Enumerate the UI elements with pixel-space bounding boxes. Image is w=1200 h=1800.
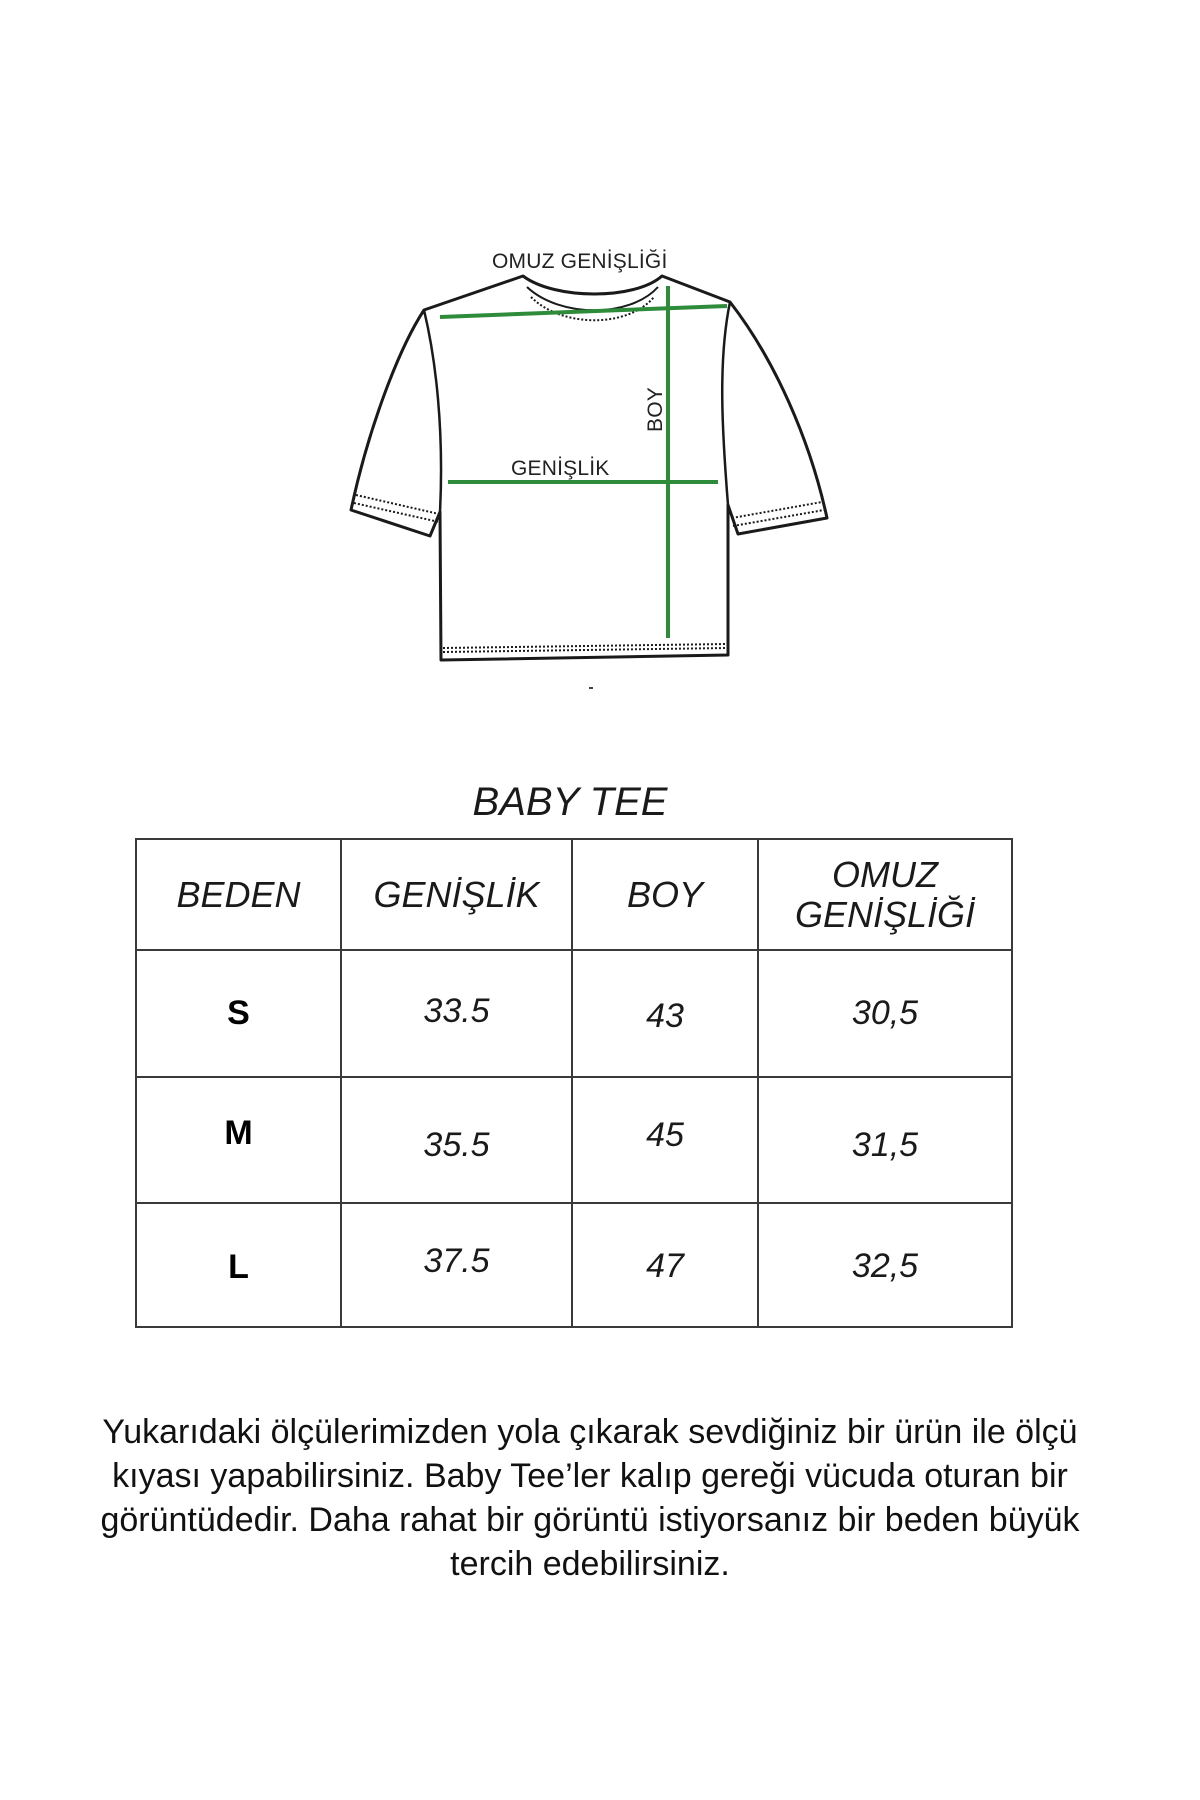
size-chart-table	[135, 838, 1013, 1328]
row-l-width: 37.5	[423, 1241, 490, 1280]
left-cuff-stitch	[354, 495, 439, 522]
row-s-length: 43	[646, 996, 684, 1035]
header-shoulder-line2: GENİŞLİĞİ	[794, 893, 976, 935]
hem-stitch	[443, 644, 727, 652]
row-m-length: 45	[646, 1115, 684, 1154]
width-label: GENİŞLİK	[511, 457, 610, 480]
header-width: GENİŞLİK	[373, 873, 540, 915]
header-shoulder-line1: OMUZ	[832, 853, 938, 895]
shoulder-label: OMUZ GENİŞLİĞİ	[492, 250, 668, 273]
row-m-shoulder: 31,5	[851, 1125, 919, 1164]
header-size: BEDEN	[176, 873, 301, 915]
row-s-shoulder: 30,5	[851, 994, 919, 1032]
size-advice-note: Yukarıdaki ölçülerimizden yola çıkarak sevdiğiniz bir ürün ile ölçü kıyası yapabilirsiniz. Baby Tee’ler kalıp gereği vücuda oturan bir görüntüdedir. Daha rahat bir görüntü istiyorsanız bir beden büyük tercih edebilirsiniz.	[100, 1413, 1080, 1583]
table-title: BABY TEE	[472, 780, 668, 824]
right-sleeve-seam	[722, 302, 730, 505]
row-m-width: 35.5	[423, 1126, 490, 1164]
row-l-length: 47	[646, 1246, 684, 1285]
tshirt-measurement-diagram	[0, 0, 1200, 760]
header-length: BOY	[626, 873, 704, 915]
neck-rib	[527, 287, 658, 310]
length-label: BOY	[644, 387, 667, 432]
header-shoulder	[759, 840, 1011, 949]
row-size-m: M	[224, 1113, 253, 1152]
shoulder-measure-line	[440, 306, 727, 317]
row-size-l: L	[228, 1247, 249, 1286]
row-l-shoulder: 32,5	[851, 1246, 919, 1285]
row-s-width: 33.5	[423, 991, 490, 1030]
left-sleeve-seam	[424, 310, 441, 512]
row-size-s: S	[227, 994, 250, 1032]
